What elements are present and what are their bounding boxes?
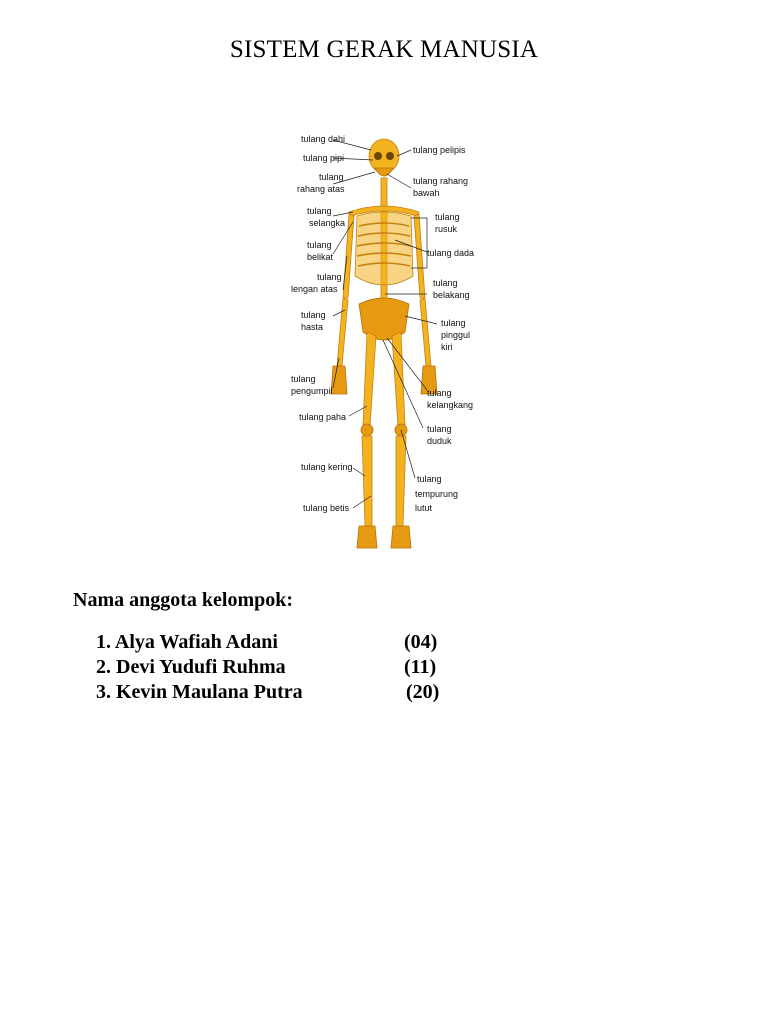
label-tulang-betis: tulang betis xyxy=(303,503,350,513)
skeleton-diagram xyxy=(287,126,480,568)
member-name: 2. Devi Yudufi Ruhma xyxy=(96,656,286,678)
label-tulang-rusuk-2: rusuk xyxy=(435,224,458,234)
label-tulang-hasta-2: hasta xyxy=(301,322,324,332)
label-tulang-lengan-atas-1: tulang xyxy=(317,272,342,282)
label-tulang-tempurung-lutut-3: lutut xyxy=(415,503,433,513)
page-title: SISTEM GERAK MANUSIA xyxy=(229,36,539,63)
label-tulang-pelipis: tulang pelipis xyxy=(413,145,466,155)
femur-left xyxy=(363,332,376,426)
label-tulang-lengan-atas-2: lengan atas xyxy=(291,284,338,294)
label-tulang-kering: tulang kering xyxy=(301,462,353,472)
pelvis xyxy=(359,298,409,340)
list-item xyxy=(96,680,456,705)
eye-socket-right xyxy=(386,152,394,160)
member-number: (04) xyxy=(404,631,438,653)
humerus-right xyxy=(414,214,425,298)
label-tulang-rahang-atas-2: rahang atas xyxy=(297,184,345,194)
tibia-left xyxy=(362,436,372,526)
label-tulang-rahang-bawah-1: tulang rahang xyxy=(413,176,469,186)
member-number: (11) xyxy=(404,656,437,678)
label-tulang-hasta-1: tulang xyxy=(301,310,326,320)
label-tulang-dada: tulang dada xyxy=(427,248,475,258)
femur-right xyxy=(392,332,405,426)
label-tulang-dahi: tulang dahi xyxy=(301,134,346,144)
label-tulang-pinggul-1: tulang xyxy=(441,318,466,328)
label-tulang-duduk-2: duduk xyxy=(427,436,452,446)
forearm-right xyxy=(420,298,431,366)
forearm-left xyxy=(337,298,348,366)
label-tulang-belakang-1: tulang xyxy=(433,278,458,288)
label-tulang-duduk-1: tulang xyxy=(427,424,452,434)
label-tulang-pengumpil-2: pengumpil xyxy=(291,386,333,396)
label-tulang-paha: tulang paha xyxy=(299,412,347,422)
members-list xyxy=(96,630,456,705)
foot-right xyxy=(391,526,411,548)
members-heading: Nama anggota kelompok: xyxy=(73,589,294,611)
label-tulang-selangka-2: selangka xyxy=(309,218,346,228)
foot-left xyxy=(357,526,377,548)
skeleton-figure xyxy=(287,126,480,568)
jaw xyxy=(375,168,393,176)
label-tulang-pengumpil-1: tulang xyxy=(291,374,316,384)
list-item xyxy=(96,630,456,655)
eye-socket-left xyxy=(374,152,382,160)
list-item xyxy=(96,655,456,680)
label-tulang-pipi: tulang pipi xyxy=(303,153,345,163)
label-tulang-belakang-2: belakang xyxy=(433,290,470,300)
label-tulang-belikat-1: tulang xyxy=(307,240,332,250)
label-tulang-tempurung-lutut-1: tulang xyxy=(417,474,442,484)
label-tulang-selangka-1: tulang xyxy=(307,206,332,216)
label-tulang-rusuk-1: tulang xyxy=(435,212,460,222)
hand-left xyxy=(331,366,347,394)
label-tulang-kelangkang-2: kelangkang xyxy=(427,400,474,410)
label-tulang-kelangkang-1: tulang xyxy=(427,388,452,398)
tibia-right xyxy=(396,436,406,526)
label-tulang-pinggul-3: kiri xyxy=(441,342,453,352)
member-name: 1. Alya Wafiah Adani xyxy=(96,631,278,653)
member-number: (20) xyxy=(406,681,440,703)
label-tulang-rahang-bawah-2: bawah xyxy=(413,188,440,198)
label-tulang-belikat-2: belikat xyxy=(307,252,334,262)
label-tulang-tempurung-lutut-2: tempurung xyxy=(415,489,459,499)
member-name: 3. Kevin Maulana Putra xyxy=(96,681,303,703)
patella-left xyxy=(361,424,373,436)
label-tulang-rahang-atas-1: tulang xyxy=(319,172,344,182)
label-tulang-pinggul-2: pinggul xyxy=(441,330,471,340)
